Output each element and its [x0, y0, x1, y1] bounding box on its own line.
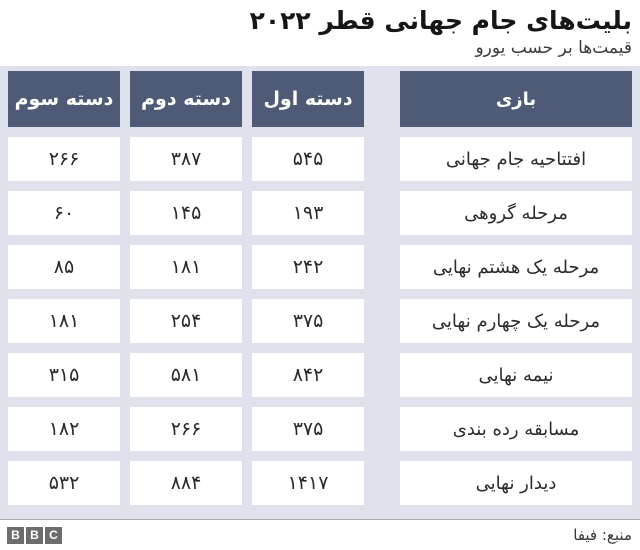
column-header-category1: دسته اول [252, 71, 364, 127]
footer [0, 520, 640, 550]
price-cell: ۳۷۵ [252, 407, 364, 451]
table-body [8, 137, 632, 505]
table-header-row [8, 71, 632, 127]
table-row [8, 299, 632, 343]
price-cell: ۵۸۱ [130, 353, 242, 397]
price-cell: ۲۴۲ [252, 245, 364, 289]
page-title: بلیت‌های جام جهانی قطر ۲۰۲۲ [249, 6, 632, 35]
price-cell: ۳۸۷ [130, 137, 242, 181]
price-table-panel [0, 66, 640, 520]
bbc-logo-letter: B [7, 527, 24, 544]
table-row [8, 461, 632, 505]
price-cell: ۶۰ [8, 191, 120, 235]
column-header-match: بازی [400, 71, 632, 127]
column-header-category2: دسته دوم [130, 71, 242, 127]
price-cell: ۱۴۱۷ [252, 461, 364, 505]
page-subtitle: قیمت‌ها بر حسب یورو [475, 38, 632, 58]
table-row [8, 245, 632, 289]
price-cell: ۸۸۴ [130, 461, 242, 505]
column-header-category3: دسته سوم [8, 71, 120, 127]
price-cell: ۲۵۴ [130, 299, 242, 343]
match-name-cell: مرحله گروهی [400, 191, 632, 235]
match-name-cell: مرحله یک هشتم نهایی [400, 245, 632, 289]
price-cell: ۱۸۱ [130, 245, 242, 289]
match-name-cell: مسابقه رده بندی [400, 407, 632, 451]
price-cell: ۳۱۵ [8, 353, 120, 397]
price-cell: ۸۵ [8, 245, 120, 289]
table-row [8, 137, 632, 181]
source-text: منبع: فیفا [573, 526, 632, 544]
table-row [8, 191, 632, 235]
match-name-cell: مرحله یک چهارم نهایی [400, 299, 632, 343]
price-cell: ۸۴۲ [252, 353, 364, 397]
price-cell: ۵۳۲ [8, 461, 120, 505]
price-cell: ۱۸۱ [8, 299, 120, 343]
match-name-cell: دیدار نهایی [400, 461, 632, 505]
bbc-logo [7, 527, 62, 544]
bbc-logo-letter: C [45, 527, 62, 544]
price-cell: ۳۷۵ [252, 299, 364, 343]
price-cell: ۱۹۳ [252, 191, 364, 235]
price-cell: ۵۴۵ [252, 137, 364, 181]
match-name-cell: افتتاحیه جام جهانی [400, 137, 632, 181]
price-cell: ۱۴۵ [130, 191, 242, 235]
price-cell: ۲۶۶ [130, 407, 242, 451]
price-cell: ۲۶۶ [8, 137, 120, 181]
table-row [8, 353, 632, 397]
title-block [0, 0, 640, 59]
table-row [8, 407, 632, 451]
price-cell: ۱۸۲ [8, 407, 120, 451]
match-name-cell: نیمه نهایی [400, 353, 632, 397]
bbc-logo-letter: B [26, 527, 43, 544]
